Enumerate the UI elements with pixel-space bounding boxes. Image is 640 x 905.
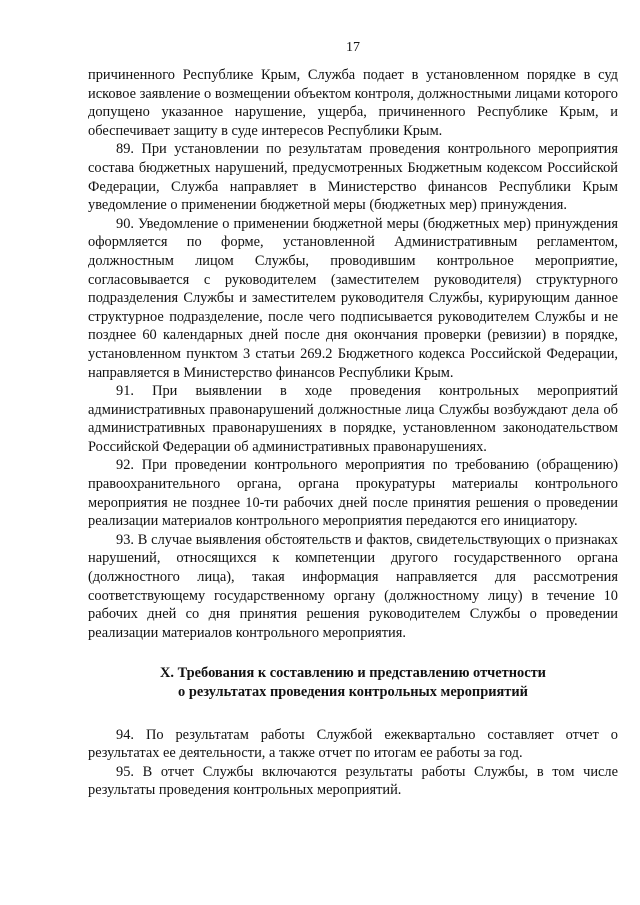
paragraph-91: 91. При выявлении в ходе проведения контрольных мероприятий административных правонарушений должностные лица Службы возбуждают дела об административных правонарушениях в порядке, установленном законодательством Российской Федерации об административных правонарушениях.: [88, 383, 618, 455]
paragraph-continuation: причиненного Республике Крым, Служба подает в установленном порядке в суд исковое заявление о возмещении объектом контроля, должностными лицами которого допущено указанное нарушение, ущерба, причиненного Республике Крым, и обеспечивает защиту в суде интересов Республики Крым.: [88, 67, 618, 139]
paragraph-92: 92. При проведении контрольного мероприятия по требованию (обращению) правоохранительного органа, органа прокуратуры материалы контрольного мероприятия не позднее 10-ти рабочих дней после принятия решения о проведении реализации материалов контрольного мероприятия передаются его инициатору.: [88, 457, 618, 530]
section-heading: [88, 664, 618, 701]
paragraph-95: 95. В отчет Службы включаются результаты работы Службы, в том числе результаты проведения контрольных мероприятий.: [88, 763, 618, 799]
document-page: [88, 40, 618, 800]
section-heading-line-1: X. Требования к составлению и представлению отчетности: [160, 665, 546, 682]
paragraph-90: 90. Уведомление о применении бюджетной меры (бюджетных мер) принуждения оформляется по форме, установленной Административным регламентом, должностным лицом Службы, проводившим контрольное мероприятие, согласовывается с руководителем (заместителем руководителя) структурного подразделения Службы и заместителем руководителя Службы, курирующим данное структурное подразделение, после чего подписывается руководителем Службы и не позднее 60 календарных дней после дня окончания проверки (ревизии) в порядке, установленном пунктом 3 статьи 269.2 Бюджетного кодекса Российской Федерации, направляется в Министерство финансов Республики Крым.: [88, 215, 618, 381]
page-number: 17: [346, 40, 360, 55]
paragraph-94: 94. По результатам работы Службой ежеквартально составляет отчет о результатах ее деятельности, а также отчет по итогам ее работы за год.: [88, 726, 618, 762]
paragraph-89: 89. При установлении по результатам проведения контрольного мероприятия состава бюджетных нарушений, предусмотренных Бюджетным кодексом Российской Федерации, Служба направляет в Министерство финансов Республики Крым уведомление о применении бюджетной меры (бюджетных мер) принуждения.: [88, 141, 618, 214]
paragraphs-after: [88, 726, 618, 800]
paragraphs-before: [88, 66, 618, 642]
paragraph-93: 93. В случае выявления обстоятельств и фактов, свидетельствующих о признаках нарушений, относящихся к компетенции другого государственного органа (должностного лица), такая информация направляется для рассмотрения соответствующему государственному органу (должностному лицу) в течение 10 рабочих дней со дня принятия решения руководителем Службы о проведении реализации материалов контрольного мероприятия.: [88, 531, 618, 641]
section-heading-line-2: о результатах проведения контрольных мероприятий: [178, 684, 528, 700]
